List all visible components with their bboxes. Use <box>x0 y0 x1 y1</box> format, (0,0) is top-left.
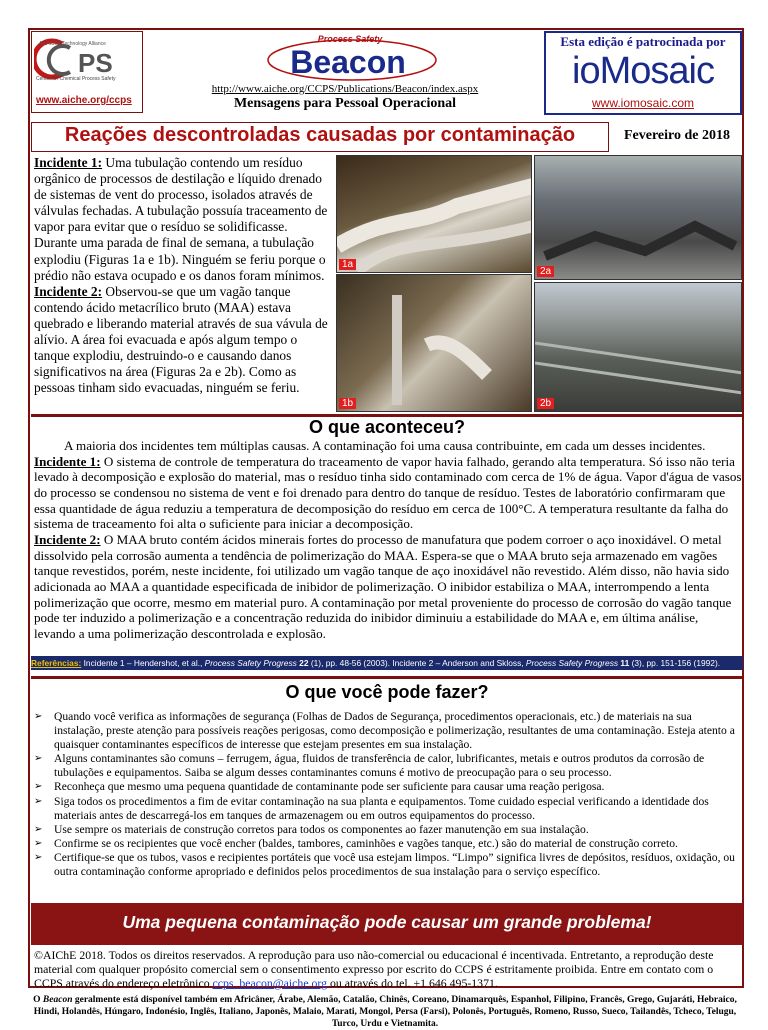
photo-1b <box>336 274 532 412</box>
issue-date: Fevereiro de 2018 <box>623 128 730 143</box>
banner-text: Uma pequena contaminação pode causar um grande problema! <box>122 912 652 932</box>
footer-text: geralmente está disponível também em Africâner, Árabe, Alemão, Catalão, Chinês, Coreano, Dinamarquês, Espanhol, Filipino, Francês, Grego, Gujaráti, Hebraico, Hindi, Holandês, Húngaro, Indonésio, Inglês, Italiano, Japonês, Malaio, Marati, Mongol, Persa (Farsi), Polonês, Português, Romeno, Russo, Sueco, Tailandês, Tcheco, Telugu, Turco, Urdu e Vietnamita. <box>33 995 737 1029</box>
list-item: ➢ Quando você verifica as informações de segurança (Folhas de Dados de Segurança, procedimentos operacionais, etc.) de materiais na sua instalação, preste atenção para possíveis reações perigosas, como decomposição e polimerização, resultantes de uma contaminação. Esteja atento a quaisquer contaminantes específicos de interesse que estejam presentes em sua instalação. <box>34 710 742 752</box>
photo-label-1a: 1a <box>339 259 356 270</box>
email-link[interactable]: ccps_beacon@aiche.org <box>212 976 328 990</box>
beacon-name: Beacon <box>290 44 406 80</box>
footer-prefix: O <box>33 995 43 1005</box>
incident-2-text: Observou-se que um vagão tanque contendo ácido metacrílico bruto (MAA) estava quebrado e liberando material através de sua vávula de alívio. A área foi evacuada e após algum tempo o tanque explodiu, destruindo-o e causando danos significativos na área (Figuras 2a e 2b). Como as pessoas tinham sido evacuadas, ninguém se feriu. <box>34 283 328 396</box>
photo-2b <box>534 282 742 412</box>
photo-label-2b: 2b <box>537 398 554 409</box>
beacon-message: Mensagens para Pessoal Operacional <box>233 96 457 111</box>
iomosaic-link[interactable]: www.iomosaic.com <box>591 96 695 110</box>
list-item: ➢ Confirme se os recipientes que você encher (baldes, tambores, caminhões e vagões tanque, etc.) são do material de construção correto. <box>34 837 742 851</box>
beacon-small-text: Process Safety <box>317 34 383 44</box>
what-you-can-do-heading: O que você pode fazer? <box>285 682 489 702</box>
languages-footer <box>30 994 740 1030</box>
beacon-logo <box>260 30 440 86</box>
incidents-block <box>34 155 334 396</box>
list-item: ➢ Use sempre os materiais de construção corretos para todos os componentes ao fazer manutenção em sua instalação. <box>34 823 742 837</box>
photo-label-2a: 2a <box>537 266 554 277</box>
what-happened-block <box>34 438 742 642</box>
sponsor-text: Esta edição é patrocinada por <box>560 34 726 49</box>
copyright-phone: ou através do tel. +1 646 495-1371. <box>327 976 498 990</box>
photo-2a <box>534 155 742 280</box>
ref-volume-2: 11 <box>618 658 630 668</box>
ref-text-1: Incidente 1 – Hendershot, et al., <box>81 658 205 668</box>
wh-incident-2-label: Incidente 2: <box>34 531 101 547</box>
ref-text-3: (3), pp. 151-156 (1992). <box>629 658 721 668</box>
copyright-block <box>34 948 742 990</box>
wh-incident-1-text: O sistema de controle de temperatura do traceamento de vapor havia falhado, gerando alta temperatura. Só isso não teria levado à decomposição e explosão do material, mas o resíduo tinha sido contaminado com cerca de 1% de água. Vapor d'água de vasos do processo se condensou no sistema de vent e foi drenado para dentro do tanque de resíduo. Testes de laboratório confirmaram que essa quantidade de água reduziu a temperatura de decomposição do resíduo em cerca de 100°C. A temperatura resultante da falha do sistema de traceamento foi alta o suficiente para iniciar a decomposição. <box>34 453 742 532</box>
incident-2-label: Incidente 2: <box>34 283 103 299</box>
ref-journal-1: Process Safety Progress <box>204 658 297 668</box>
what-happened-intro: A maioria dos incidentes tem múltiplas causas. A contaminação foi uma causa contribuinte, em cada um desses incidentes. <box>64 438 706 453</box>
incident-1-text: Uma tubulação contendo um resíduo orgânico de processos de destilação e líquido drenado de sistemas de vent do processo, isolados através de válvulas fechadas. A tubulação possuía traceamento de vapor para evitar que o resíduo se solidificasse. Durante uma parada de final de semana, a tubulação explodiu (Figuras 1a e 1b). Ninguém se feriu porque o prédio não estava ocupado e os danos foram mínimos. <box>34 155 328 283</box>
ccps-link[interactable]: www.aiche.org/ccps <box>36 95 132 106</box>
incident-1-label: Incidente 1: <box>34 155 103 170</box>
page-title: Reações descontroladas causadas por contaminação <box>64 124 576 146</box>
what-happened-heading: O que aconteceu? <box>308 417 466 437</box>
list-item: ➢ Siga todos os procedimentos a fim de evitar contaminação na sua planta e equipamentos. Tome cuidado especial verificando a identidade dos materiais antes de descarregá-los em tanques de armazenagem ou em outros equipamentos do processo. <box>34 795 742 823</box>
iomosaic-logo: ioMosaic <box>572 50 714 92</box>
footer-beacon: Beacon <box>42 995 73 1005</box>
bullet-list <box>34 710 742 879</box>
wh-incident-1-label: Incidente 1: <box>34 453 101 469</box>
ccps-subtitle: Center for Chemical Process Safety <box>36 76 116 82</box>
wh-incident-2-text: O MAA bruto contém ácidos minerais fortes do processo de manufatura que podem corroer o aço inoxidável. O metal dissolvido pela corrosão aumenta a tendência de polimerização do MAA. Espera-se que o MAA bruto seja armazenado em vagões tanque revestidos, porém, neste incidente, foi utilizado um vagão tanque de aço inoxidável não revestido. Além disso, não havia sido adicionada ao MAA a quantidade especificada de inibidor de polimerização. O inibidor estabiliza o MAA, interrompendo a lenta polimerização que ocorre, mesmo em material puro. A contaminação por metal proveniente do processo de corrosão do vagão tanque pode ter induzido a polimerização e a concentração reduzida do inibidor diminuiu a estabilidade do MAA e, em última análise, levando a uma polimerização descontrolada e explosão. <box>34 531 732 641</box>
ref-volume-1: 22 <box>296 658 309 668</box>
svg-text:PS: PS <box>78 48 113 78</box>
list-item: ➢ Alguns contaminantes são comuns – ferrugem, água, fluidos de transferência de calor, lubrificantes, metais e outros produtos da corrosão de tubulações e equipamentos. Saiba se algum desses contaminantes comuns é motivo de preocupação para o seu processo. <box>34 752 742 780</box>
copyright-text: ©AIChE 2018. Todos os direitos reservados. A reprodução para uso não-comercial ou educacional é incentivada. Entretanto, a reprodução deste material com qualquer propósito comercial sem o consentimento expresso por escrito do CCPS é estritamente proibida. Entre em contato com o CCPS através do endereço eletrônico <box>34 948 714 990</box>
references-bar <box>31 656 743 670</box>
list-item: ➢ Certifique-se que os tubos, vasos e recipientes portáteis que você usa estejam limpos. “Limpo” significa livres de depósitos, resíduos, oxidação, ou outra contaminação conforme apropriado e definidos pelos procedimentos de sua instalação para o serviço específico. <box>34 851 742 879</box>
beacon-url[interactable]: http://www.aiche.org/CCPS/Publications/Beacon/index.aspx <box>211 83 479 95</box>
references-label: Referências: <box>31 658 82 668</box>
photo-label-1b: 1b <box>339 398 356 409</box>
photo-1a <box>336 155 532 273</box>
ref-text-2: (1), pp. 48-56 (2003). Incidente 2 – Anderson and Skloss, <box>308 658 526 668</box>
ccps-tagline: An AIChE Technology Alliance <box>39 41 106 47</box>
section-rule-2 <box>31 676 743 679</box>
list-item: ➢ Reconheça que mesmo uma pequena quantidade de contaminante pode ser suficiente para causar uma reação perigosa. <box>34 780 742 794</box>
ref-journal-2: Process Safety Progress <box>525 658 619 668</box>
